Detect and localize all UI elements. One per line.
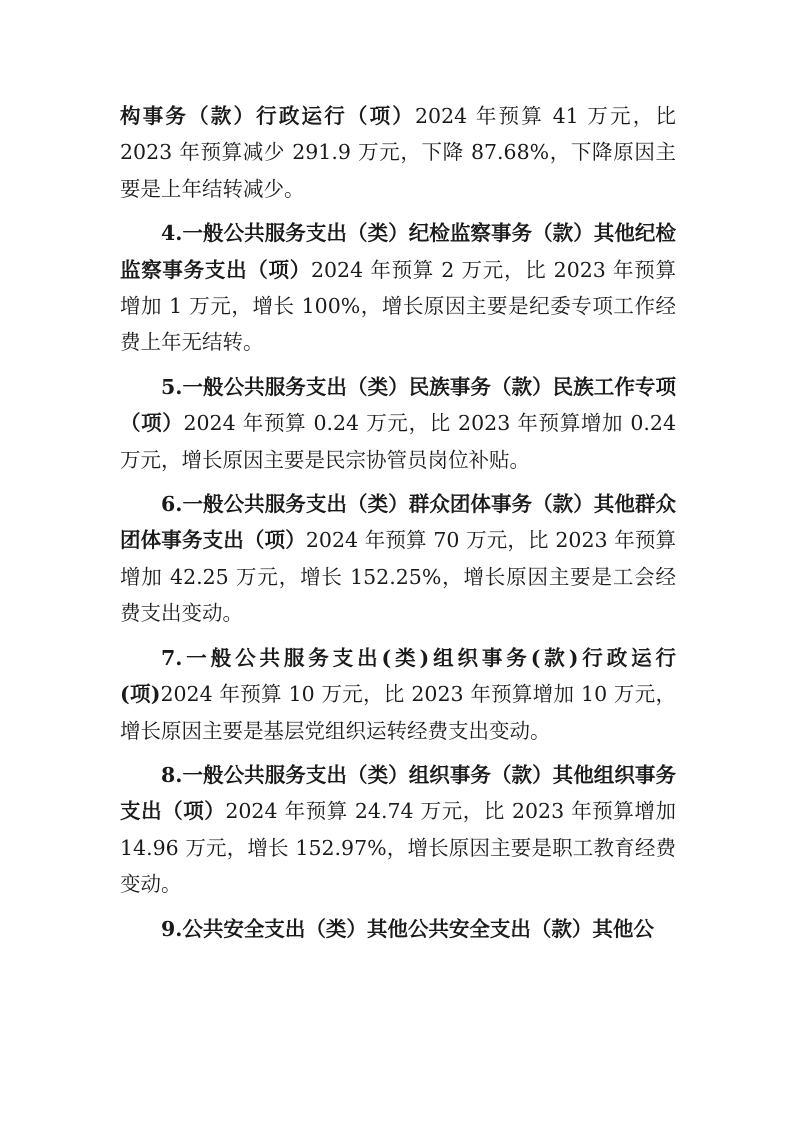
item-heading: 8.一般公共服务支出（类）组织事务（款）其他组织事务支出（项） <box>120 762 676 824</box>
paragraph-item-5 <box>120 369 676 478</box>
paragraph-item-6 <box>120 486 676 632</box>
item-text: 2024 年预算 10 万元，比 2023 年预算增加 10 万元，增长原因主要是基层党组织运转经费支出变动。 <box>120 682 676 743</box>
paragraph-item-4 <box>120 215 676 361</box>
paragraph-item-9 <box>120 911 676 947</box>
item-text: 2024 年预算 41 万元，比 2023 年预算减少 291.9 万元，下降 87.68%，下降原因主要是上年结转减少。 <box>120 104 677 201</box>
item-text: 2024 年预算 2 万元，比 2023 年预算增加 1 万元，增长 100%，增长原因主要是纪委专项工作经费上年无结转。 <box>120 257 676 355</box>
item-heading: 7.一般公共服务支出(类)组织事务(款)行政运行(项) <box>120 645 676 707</box>
paragraph-item-7 <box>120 640 676 749</box>
item-heading: 构事务（款）行政运行（项） <box>120 104 415 128</box>
item-text: 2024 年预算 0.24 万元，比 2023 年预算增加 0.24 万元，增长原因主要是民宗协管员岗位补贴。 <box>120 411 676 472</box>
item-text: 2024 年预算 24.74 万元，比 2023 年预算增加 14.96 万元，增长 152.97%，增长原因主要是职工教育经费变动。 <box>120 799 676 897</box>
item-heading: 9.公共安全支出（类）其他公共安全支出（款）其他公 <box>161 916 654 941</box>
item-text: 2024 年预算 70 万元，比 2023 年预算增加 42.25 万元，增长 152.25%，增长原因主要是工会经费支出变动。 <box>120 528 677 626</box>
paragraph-3-continued <box>120 98 676 207</box>
item-heading: 5.一般公共服务支出（类）民族事务（款）民族工作专项（项） <box>120 374 676 436</box>
item-heading: 4.一般公共服务支出（类）纪检监察事务（款）其他纪检监察事务支出（项） <box>120 221 676 282</box>
document-body <box>120 98 676 955</box>
paragraph-item-8 <box>120 757 676 903</box>
item-heading: 6.一般公共服务支出（类）群众团体事务（款）其他群众团体事务支出（项） <box>120 492 676 553</box>
